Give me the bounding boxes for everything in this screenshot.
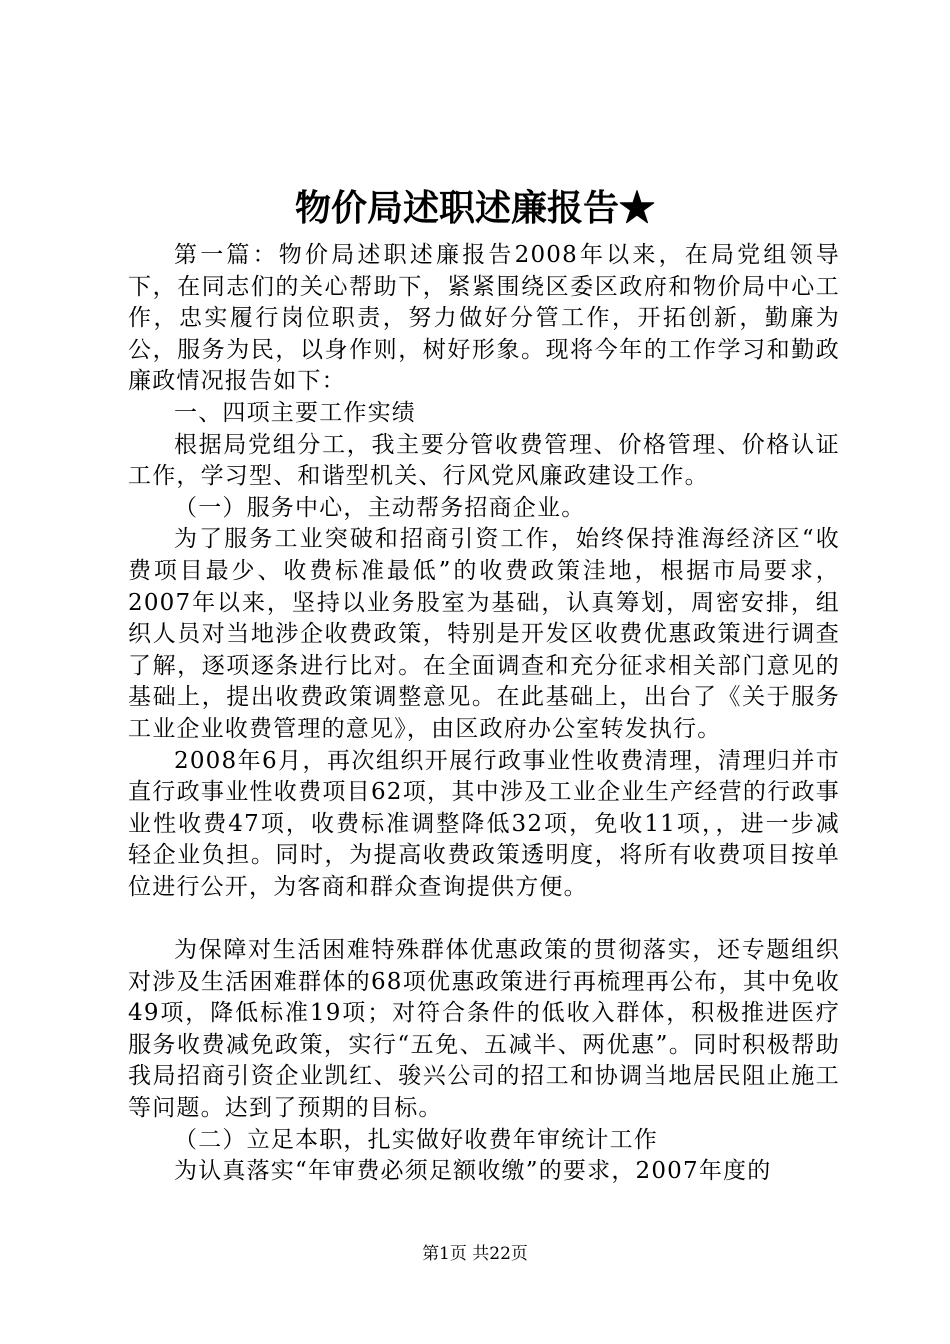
subsection-heading-2: （二）立足本职，扎实做好收费年审统计工作 <box>174 1126 658 1153</box>
paragraph-annual-review: 为认真落实“年审费必须足额收缴”的要求，2007年度的 <box>174 1158 772 1185</box>
paragraph-intro: 第一篇：物价局述职述廉报告2008年以来，在局党组领导下，在同志们的关心帮助下，紧紧围绕区委区政府和物价局中心工作，忠实履行岗位职责，努力做好分管工作，开拓创新，勤廉为公，服务为民，以身作则，树好形象。现将今年的工作学习和勤政廉政情况报告如下： <box>128 242 840 395</box>
document-body <box>128 240 840 1188</box>
section-heading-1: 一、四项主要工作实绩 <box>174 399 416 426</box>
paragraph-investment: 为了服务工业突破和招商引资工作，始终保持淮海经济区“收费项目最少、收费标准最低”的收费政策洼地，根据市局要求，2007年以来，坚持以业务股室为基础，认真筹划，周密安排，组织人员对当地涉企收费政策，特别是开发区收费优惠政策进行调查了解，逐项逐条进行比对。在全面调查和充分征求相关部门意见的基础上，提出收费政策调整意见。在此基础上，出台了《关于服务工业企业收费管理的意见》，由区政府办公室转发执行。 <box>128 526 840 742</box>
subsection-heading-1: （一）服务中心，主动帮务招商企业。 <box>174 494 586 521</box>
paragraph-special-groups: 为保障对生活困难特殊群体优惠政策的贯彻落实，还专题组织对涉及生活困难群体的68项优惠政策进行再梳理再公布，其中免收49项，降低标准19项；对符合条件的低收入群体，积极推进医疗服务收费减免政策，实行“五免、五减半、两优惠”。同时积极帮助我局招商引资企业凯红、骏兴公司的招工和协调当地居民阻止施工等问题。达到了预期的目标。 <box>128 937 840 1122</box>
document-title: 物价局述职述廉报告★ <box>294 187 655 229</box>
paragraph-duties: 根据局党组分工，我主要分管收费管理、价格管理、价格认证工作，学习型、和谐型机关、行风党风廉政建设工作。 <box>128 431 840 490</box>
paragraph-fee-cleanup: 2008年6月，再次组织开展行政事业性收费清理，清理归并市直行政事业性收费项目62项，其中涉及工业企业生产经营的行政事业性收费47项，收费标准调整降低32项，免收11项，，进一步减轻企业负担。同时，为提高收费政策透明度，将所有收费项目按单位进行公开，为客商和群众查询提供方便。 <box>128 747 840 900</box>
page-footer: 第1页 共22页 <box>422 1244 528 1264</box>
